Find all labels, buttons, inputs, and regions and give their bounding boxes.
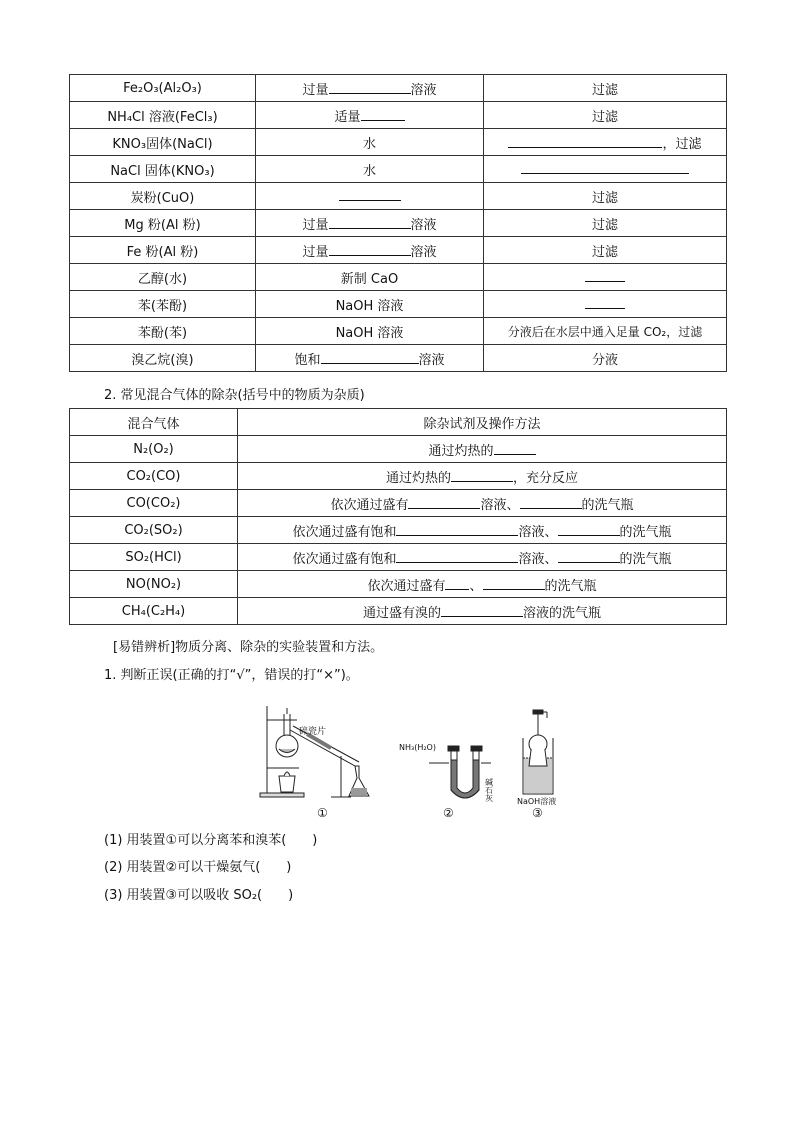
reagent-cell: 过量 溶液 (256, 75, 484, 102)
question-1-3: (3) 用装置③可以吸收 SO₂( ) (104, 888, 294, 903)
mixture-cell: KNO₃固体(NaCl) (70, 129, 256, 156)
figure-label-3: ③ (532, 806, 543, 820)
method-cell: 依次通过盛有 、 的洗气瓶 (238, 571, 727, 598)
label-nh3: NH₃(H₂O) (399, 743, 436, 752)
mixture-cell: 炭粉(CuO) (70, 183, 256, 210)
table-row (70, 571, 727, 598)
reagent-cell (256, 183, 484, 210)
answer-blank[interactable] (558, 550, 620, 563)
answer-blank[interactable] (361, 108, 405, 121)
table-row (70, 183, 727, 210)
method-cell: 过滤 (484, 75, 727, 102)
question-1-title: 1. 判断正误(正确的打“√”，错误的打“×”)。 (104, 668, 359, 683)
gas-cell: CH₄(C₂H₄) (70, 598, 238, 625)
mixture-cell: 苯(苯酚) (70, 291, 256, 318)
error-analysis-heading: [易错辨析]物质分离、除杂的实验装置和方法。 (113, 640, 384, 655)
method-cell: ，过滤 (484, 129, 727, 156)
method-cell: 通过灼热的 (238, 436, 727, 463)
table-row (70, 436, 727, 463)
answer-blank[interactable] (329, 81, 411, 94)
u-tube-apparatus (429, 746, 491, 798)
answer-blank[interactable] (408, 496, 480, 509)
mixture-cell: Fe 粉(Al 粉) (70, 237, 256, 264)
table-row (70, 210, 727, 237)
method-cell: 通过灼热的 ，充分反应 (238, 463, 727, 490)
mixture-cell: NH₄Cl 溶液(FeCl₃) (70, 102, 256, 129)
answer-blank[interactable] (445, 577, 469, 590)
table-row (70, 345, 727, 372)
reagent-cell: NaOH 溶液 (256, 318, 484, 345)
table-row (70, 102, 727, 129)
impurity-table-solids (69, 74, 727, 372)
answer-blank[interactable] (451, 469, 513, 482)
answer-blank[interactable] (339, 188, 401, 201)
figure-label-1: ① (317, 806, 328, 820)
figure-label-2: ② (443, 806, 454, 820)
label-naoh: NaOH溶液 (517, 797, 557, 806)
reagent-cell: NaOH 溶液 (256, 291, 484, 318)
table-row (70, 129, 727, 156)
apparatus-figure (255, 706, 575, 821)
table-row (70, 291, 727, 318)
reagent-cell: 水 (256, 129, 484, 156)
answer-blank[interactable] (483, 577, 545, 590)
method-cell: 依次通过盛有饱和 溶液、 的洗气瓶 (238, 517, 727, 544)
answer-blank[interactable] (396, 523, 518, 536)
method-cell: 过滤 (484, 102, 727, 129)
answer-blank[interactable] (521, 161, 689, 174)
mixture-cell: Mg 粉(Al 粉) (70, 210, 256, 237)
method-cell (484, 264, 727, 291)
table-row (70, 75, 727, 102)
table-header-row (70, 409, 727, 436)
reagent-cell: 适量 (256, 102, 484, 129)
mixture-cell: Fe₂O₃(Al₂O₃) (70, 75, 256, 102)
gas-cell: CO₂(CO) (70, 463, 238, 490)
method-cell: 通过盛有溴的 溶液的洗气瓶 (238, 598, 727, 625)
answer-blank[interactable] (321, 351, 419, 364)
answer-blank[interactable] (520, 496, 582, 509)
table-row (70, 463, 727, 490)
gas-cell: NO(NO₂) (70, 571, 238, 598)
answer-blank[interactable] (585, 269, 625, 282)
impurity-table-gases (69, 408, 727, 625)
label-sui-ci-pian: 碎瓷片 (299, 727, 327, 737)
reagent-cell: 过量 溶液 (256, 210, 484, 237)
mixture-cell: 乙醇(水) (70, 264, 256, 291)
header-gas: 混合气体 (70, 409, 238, 436)
label-jian-shi-hui: 碱石灰 (484, 778, 494, 802)
reagent-cell: 过量 溶液 (256, 237, 484, 264)
table-row (70, 544, 727, 571)
method-cell: 过滤 (484, 210, 727, 237)
gas-cell: N₂(O₂) (70, 436, 238, 463)
mixture-cell: NaCl 固体(KNO₃) (70, 156, 256, 183)
method-cell: 分液后在水层中通入足量 CO₂，过滤 (484, 318, 727, 345)
answer-blank[interactable] (329, 243, 411, 256)
method-cell (484, 291, 727, 318)
answer-blank[interactable] (585, 296, 625, 309)
method-cell (484, 156, 727, 183)
answer-blank[interactable] (508, 135, 662, 148)
question-1-2: (2) 用装置②可以干燥氨气( ) (104, 860, 292, 875)
reagent-cell: 水 (256, 156, 484, 183)
answer-blank[interactable] (494, 442, 536, 455)
method-cell: 依次通过盛有饱和 溶液、 的洗气瓶 (238, 544, 727, 571)
table-row (70, 156, 727, 183)
reagent-cell: 新制 CaO (256, 264, 484, 291)
gas-cell: SO₂(HCl) (70, 544, 238, 571)
answer-blank[interactable] (396, 550, 518, 563)
answer-blank[interactable] (441, 604, 523, 617)
distillation-apparatus (260, 706, 369, 797)
method-cell: 过滤 (484, 183, 727, 210)
mixture-cell: 苯酚(苯) (70, 318, 256, 345)
table-row (70, 517, 727, 544)
answer-blank[interactable] (558, 523, 620, 536)
mixture-cell: 溴乙烷(溴) (70, 345, 256, 372)
method-cell: 分液 (484, 345, 727, 372)
section-2-title: 2. 常见混合气体的除杂(括号中的物质为杂质) (104, 388, 365, 403)
method-cell: 依次通过盛有 溶液、 的洗气瓶 (238, 490, 727, 517)
answer-blank[interactable] (329, 216, 411, 229)
table-row (70, 264, 727, 291)
table-row (70, 237, 727, 264)
table-row (70, 490, 727, 517)
gas-cell: CO₂(SO₂) (70, 517, 238, 544)
table-row (70, 598, 727, 625)
beaker-apparatus (523, 710, 553, 794)
table-row (70, 318, 727, 345)
question-1-1: (1) 用装置①可以分离苯和溴苯( ) (104, 833, 318, 848)
reagent-cell: 饱和 溶液 (256, 345, 484, 372)
header-method: 除杂试剂及操作方法 (238, 409, 727, 436)
gas-cell: CO(CO₂) (70, 490, 238, 517)
method-cell: 过滤 (484, 237, 727, 264)
